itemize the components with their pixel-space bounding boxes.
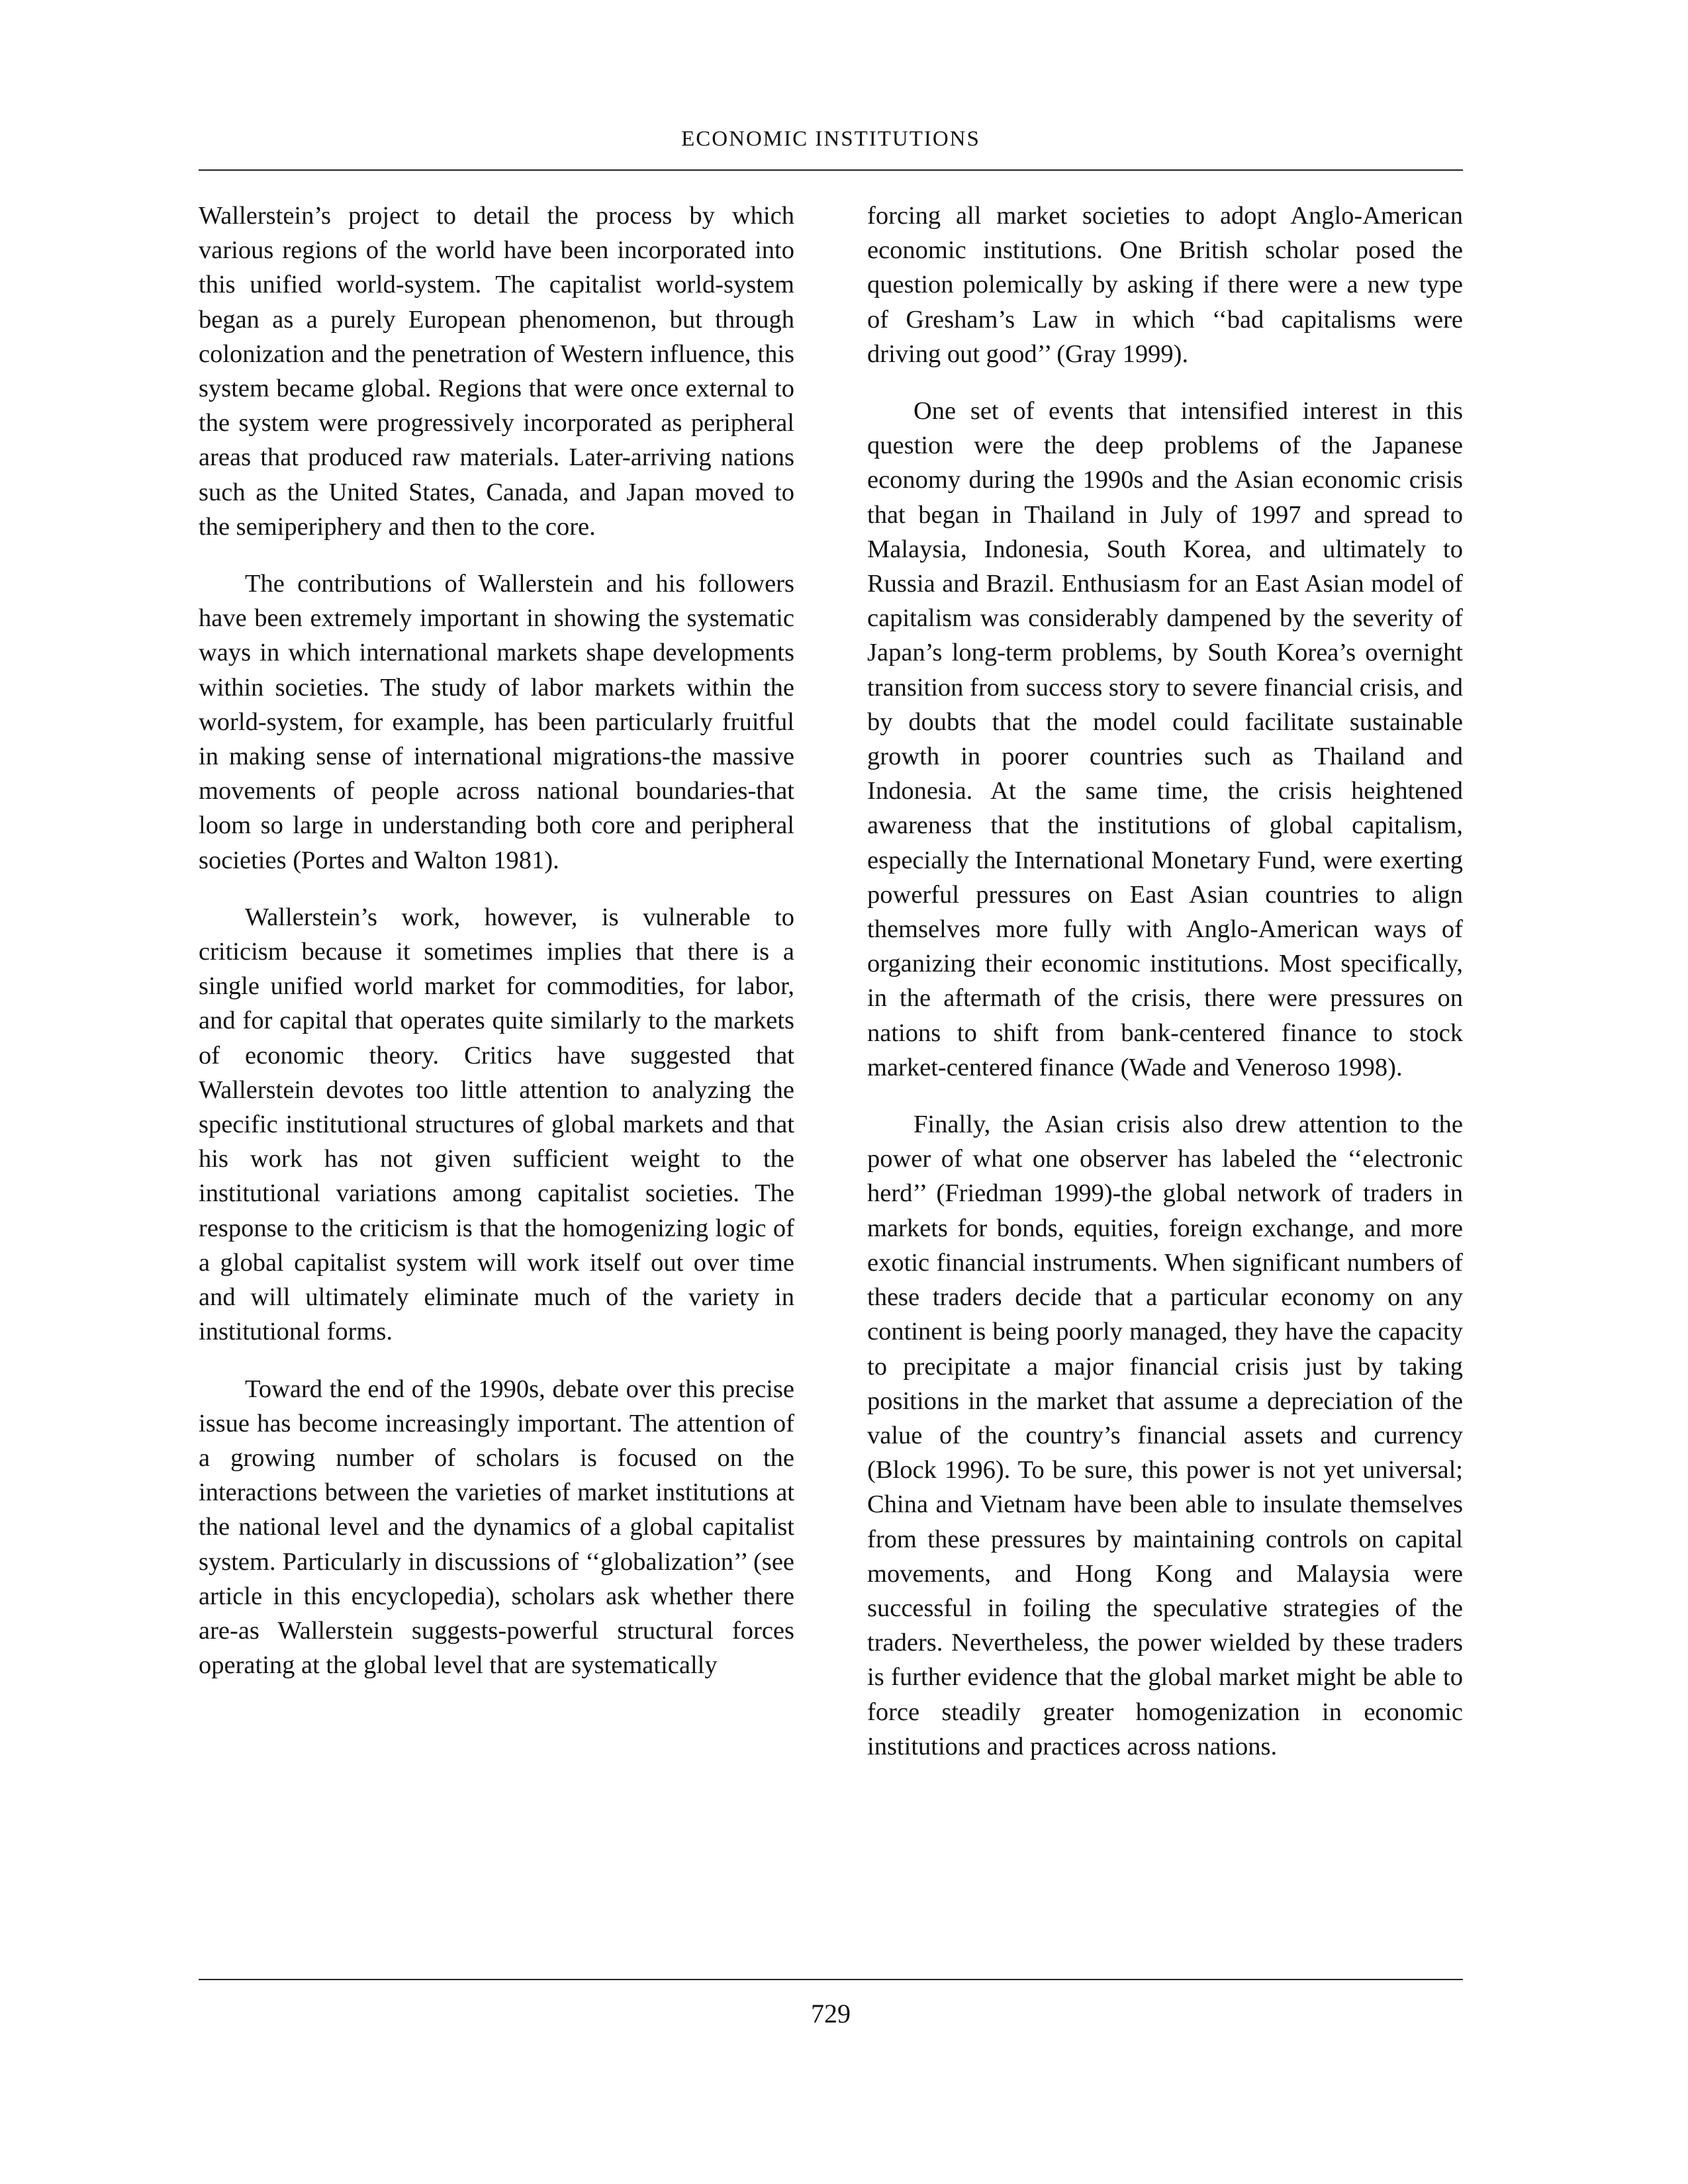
paragraph: Wallerstein’s project to detail the process by which various regions of the world have been incorporated into this unified world-system. The capitalist world-system began as a purely European phenomenon, but through colonization and the penetration of Western influence, this system became global. Regions that were once external to the system were progressively incorporated as peripheral areas that produced raw materials. Later-arriving nations such as the United States, Canada, and Japan moved to the semiperiphery and then to the core. bbox=[199, 202, 794, 541]
paragraph: Wallerstein’s work, however, is vulnerable to criticism because it sometimes implies that there is a single unified world market for commodities, for labor, and for capital that operates quite similarly to the markets of economic theory. Critics have suggested that Wallerstein devotes too little attention to analyzing the specific institutional structures of global markets and that his work has not given sufficient weight to the institutional variations among capitalist societies. The response to the criticism is that the homogenizing logic of a global capitalist system will work itself out over time and will ultimately eliminate much of the variety in institutional forms. bbox=[199, 903, 794, 1346]
paragraph: The contributions of Wallerstein and his followers have been extremely important in showing the systematic ways in which international markets shape developments within societies. The study of labor markets within the world-system, for example, has been particularly fruitful in making sense of international migrations-the massive movements of people across national boundaries-that loom so large in understanding both core and peripheral societies (Portes and Walton 1981). bbox=[199, 570, 794, 874]
header-rule bbox=[199, 169, 1463, 171]
right-column bbox=[867, 199, 1463, 1959]
paragraph: One set of events that intensified interest in this question were the deep problems of the Japanese economy during the 1990s and the Asian economic crisis that began in Thailand in July of 1997 and spread to Malaysia, Indonesia, South Korea, and ultimately to Russia and Brazil. Enthusiasm for an East Asian model of capitalism was considerably dampened by the severity of Japan’s long-term problems, by South Korea’s overnight transition from success story to severe financial crisis, and by doubts that the model could facilitate sustainable growth in poorer countries such as Thailand and Indonesia. At the same time, the crisis heightened awareness that the institutions of global capitalism, especially the International Monetary Fund, were exerting powerful pressures on East Asian countries to align themselves more fully with Anglo-American ways of organizing their economic institutions. Most specifically, in the aftermath of the crisis, there were pressures on nations to shift from bank-centered finance to stock market-centered finance (Wade and Veneroso 1998). bbox=[867, 397, 1463, 1081]
paragraph: forcing all market societies to adopt Anglo-American economic institutions. One British scholar posed the question polemically by asking if there were a new type of Gresham’s Law in which ‘‘bad capitalisms were driving out good’’ (Gray 1999). bbox=[867, 202, 1463, 368]
footer-rule bbox=[199, 1979, 1463, 1980]
left-column bbox=[199, 199, 794, 1959]
page-number: 729 bbox=[811, 1999, 851, 2028]
running-head-title: ECONOMIC INSTITUTIONS bbox=[681, 127, 980, 151]
paragraph: Toward the end of the 1990s, debate over this precise issue has become increasingly important. The attention of a growing number of scholars is focused on the interactions between the varieties of market institutions at the national level and the dynamics of a global capitalist system. Particularly in discussions of ‘‘globalization’’ (see article in this encyclopedia), scholars ask whether there are-as Wallerstein suggests-powerful structural forces operating at the global level that are systematically bbox=[199, 1375, 794, 1680]
paragraph: Finally, the Asian crisis also drew attention to the power of what one observer has labeled the ‘‘electronic herd’’ (Friedman 1999)-the global network of traders in markets for bonds, equities, foreign exchange, and more exotic financial instruments. When significant numbers of these traders decide that a particular economy on any continent is being poorly managed, they have the capacity to precipitate a major financial crisis just by taking positions in the market that assume a depreciation of the value of the country’s financial assets and currency (Block 1996). To be sure, this power is not yet universal; China and Vietnam have been able to insulate themselves from these pressures by maintaining controls on capital movements, and Hong Kong and Malaysia were successful in foiling the speculative strategies of the traders. Nevertheless, the power wielded by these traders is further evidence that the global market might be able to force steadily greater homogenization in economic institutions and practices across nations. bbox=[867, 1111, 1463, 1760]
